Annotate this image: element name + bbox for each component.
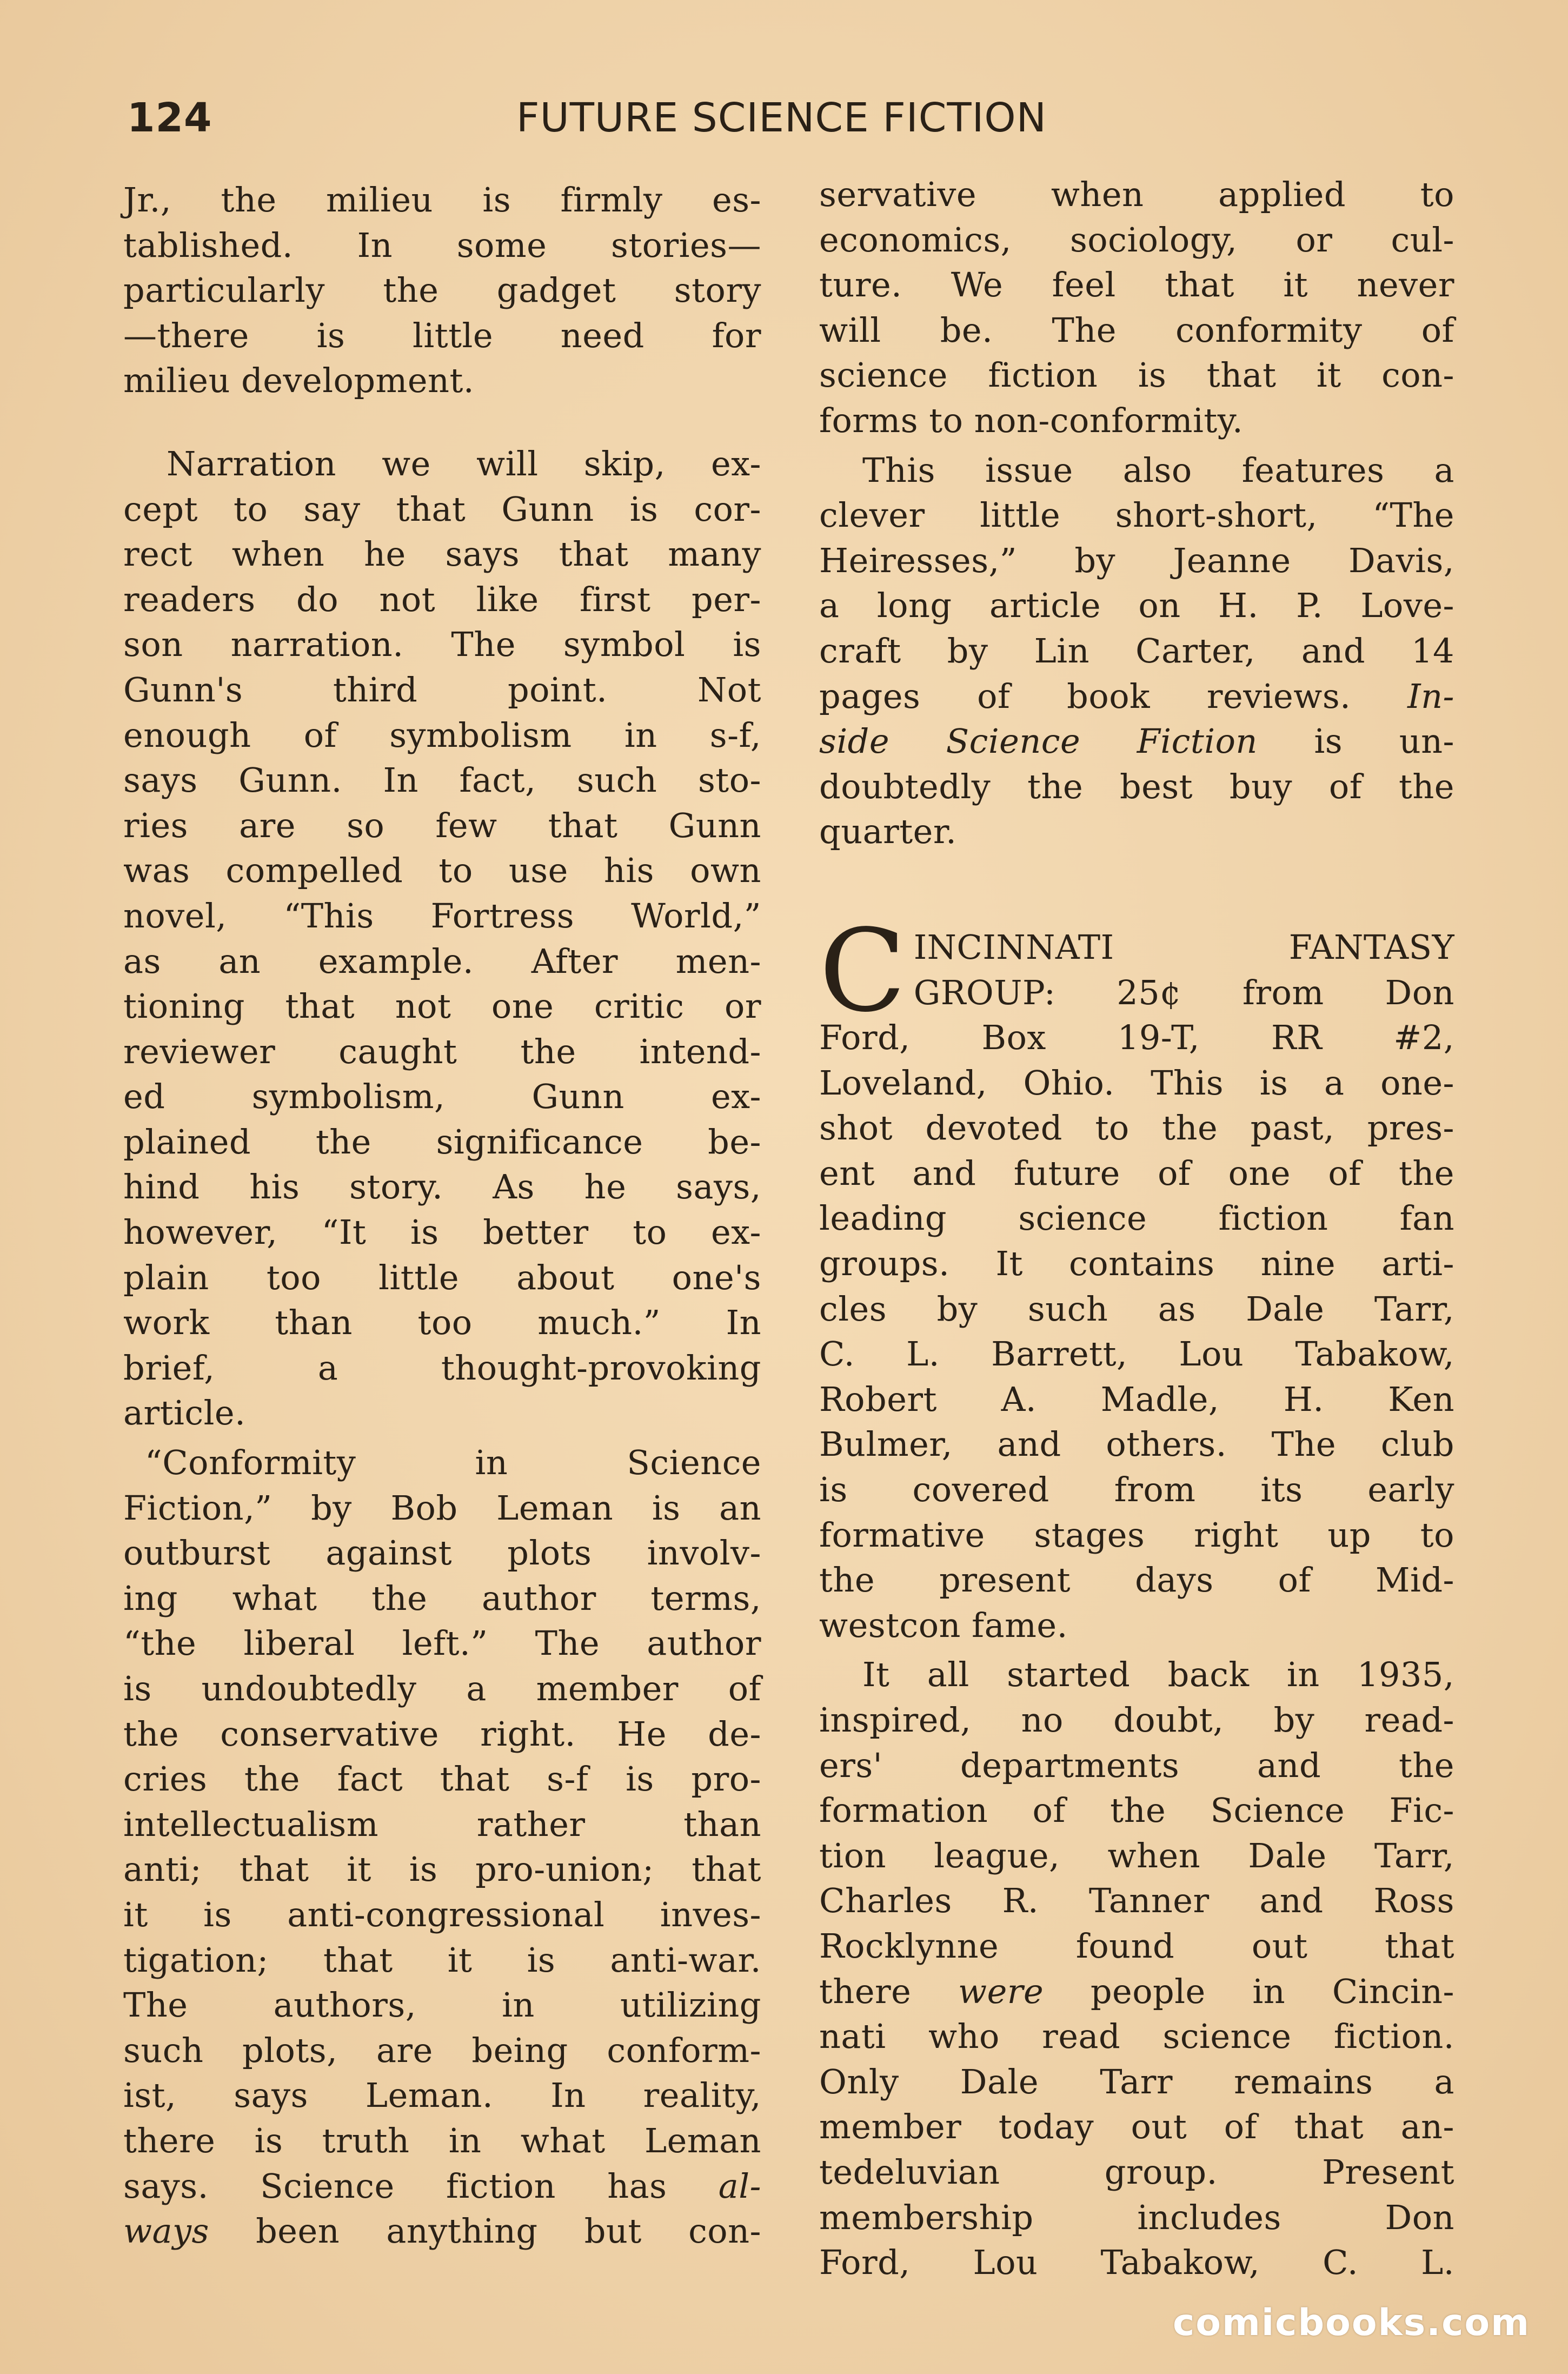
- text-line: outburst against plots involv-: [123, 1533, 761, 1573]
- text-line: doubtedly the best buy of the: [819, 766, 1454, 806]
- text-line: hind his story. As he says,: [123, 1167, 761, 1207]
- text-line: —there is little need for: [123, 315, 761, 355]
- italic-text: ways: [123, 2211, 209, 2251]
- text-line: ent and future of one of the: [819, 1153, 1454, 1193]
- left-p3-line17: [123, 2164, 761, 2209]
- right-p4-first: [819, 1652, 1454, 1697]
- running-head: FUTURE SCIENCE FICTION: [516, 95, 1047, 141]
- page-header: [127, 95, 1452, 154]
- text-line: ers' departments and the: [819, 1745, 1454, 1785]
- text-line: Fiction,” by Bob Leman is an: [123, 1488, 761, 1528]
- text-line: brief, a thought-provoking: [123, 1348, 761, 1388]
- right-p4-body: [819, 1697, 1454, 1969]
- left-p2: [123, 441, 761, 487]
- text-line: will be. The conformity of: [819, 310, 1454, 350]
- text-line: it is anti-congressional inves-: [123, 1894, 761, 1934]
- text-line: leading science fiction fan: [819, 1198, 1454, 1238]
- right-p2-body: [819, 493, 1454, 673]
- left-p1-end: [123, 358, 761, 403]
- text-line: groups. It contains nine arti-: [819, 1244, 1454, 1284]
- italic-text: In-: [1407, 676, 1454, 716]
- right-p4-last: [819, 2240, 1454, 2285]
- text-line: people in Cincin-: [1044, 1971, 1454, 2011]
- drop-cap: C: [819, 904, 906, 1037]
- text-line: westcon fame.: [819, 1605, 1068, 1645]
- text-line: ed symbolism, Gunn ex-: [123, 1077, 761, 1117]
- text-line: particularly the gadget story: [123, 270, 761, 310]
- left-p2-body: [123, 487, 761, 1391]
- text-line: Narration we will skip, ex-: [167, 443, 761, 483]
- right-column: [819, 172, 1454, 2285]
- right-p2-line6: [819, 674, 1454, 719]
- right-p4-body2: [819, 2014, 1454, 2240]
- text-line: C. L. Barrett, Lou Tabakow,: [819, 1334, 1454, 1374]
- page-number: 124: [127, 95, 212, 141]
- text-line: formation of the Science Fic-: [819, 1791, 1454, 1831]
- right-p1-end: [819, 398, 1454, 443]
- text-line: was compelled to use his own: [123, 851, 761, 891]
- text-line: Charles R. Tanner and Ross: [819, 1881, 1454, 1921]
- section-end: [819, 1603, 1454, 1648]
- text-line: ries are so few that Gunn: [123, 805, 761, 845]
- text-line: readers do not like first per-: [123, 579, 761, 619]
- right-p2-line8: [819, 764, 1454, 810]
- text-line: as an example. After men-: [123, 941, 761, 981]
- right-p1: [819, 172, 1454, 398]
- text-line: intellectualism rather than: [123, 1804, 761, 1844]
- right-p4-line8: [819, 1969, 1454, 2014]
- text-line: tedeluvian group. Present: [819, 2152, 1454, 2192]
- text-line: is covered from its early: [819, 1470, 1454, 1510]
- text-line: reviewer caught the intend-: [123, 1031, 761, 1071]
- section-body: [819, 1015, 1454, 1603]
- text-line: science fiction is that it con-: [819, 355, 1454, 395]
- text-line: is undoubtedly a member of: [123, 1669, 761, 1708]
- text-line: plain too little about one's: [123, 1257, 761, 1297]
- left-p1: [123, 177, 761, 358]
- text-line: however, “It is better to ex-: [123, 1212, 761, 1252]
- text-line: article.: [123, 1393, 246, 1433]
- text-line: says. Science fiction has: [123, 2166, 719, 2206]
- italic-text: were: [958, 1971, 1044, 2011]
- text-line: milieu development.: [123, 361, 475, 401]
- text-line: Bulmer, and others. The club: [819, 1424, 1454, 1464]
- text-line: The authors, in utilizing: [123, 1985, 761, 2025]
- text-line: clever little short-short, “The: [819, 495, 1454, 535]
- section-heading-line: [819, 925, 1454, 970]
- left-p3-line18: [123, 2209, 761, 2254]
- text-line: servative when applied to: [819, 175, 1454, 214]
- italic-title: side Science Fiction: [819, 721, 1258, 761]
- text-line: plained the significance be-: [123, 1122, 761, 1162]
- text-line: shot devoted to the past, pres-: [819, 1108, 1454, 1148]
- text-line: member today out of that an-: [819, 2107, 1454, 2147]
- text-line: ing what the author terms,: [123, 1578, 761, 1618]
- text-line: such plots, are being conform-: [123, 2030, 761, 2070]
- text-line: Jr., the milieu is firmly es-: [123, 180, 761, 220]
- left-column: [123, 177, 761, 2254]
- text-line: quarter.: [819, 812, 957, 852]
- text-line: a long article on H. P. Love-: [819, 586, 1454, 626]
- text-line: work than too much.” In: [123, 1303, 761, 1343]
- text-line: novel, “This Fortress World,”: [123, 896, 761, 936]
- text-line: INCINNATI FANTASY: [913, 927, 1454, 967]
- text-line: Only Dale Tarr remains a: [819, 2061, 1454, 2101]
- text-line: Gunn's third point. Not: [123, 669, 761, 709]
- text-line: tablished. In some stories—: [123, 225, 761, 265]
- text-line: tion league, when Dale Tarr,: [819, 1835, 1454, 1875]
- text-line: inspired, no doubt, by read-: [819, 1700, 1454, 1740]
- text-line: ist, says Leman. In reality,: [123, 2075, 761, 2116]
- text-line: been anything but con-: [209, 2211, 761, 2251]
- text-line: GROUP: 25¢ from Don: [913, 972, 1454, 1012]
- text-line: formative stages right up to: [819, 1515, 1454, 1555]
- right-p2-end: [819, 809, 1454, 854]
- left-p2-end: [123, 1390, 761, 1436]
- right-p2-first: [819, 448, 1454, 493]
- text-line: the present days of Mid-: [819, 1560, 1454, 1600]
- text-line: membership includes Don: [819, 2197, 1454, 2237]
- section-cincinnati: [819, 904, 1454, 1648]
- text-line: “the liberal left.” The author: [123, 1623, 761, 1663]
- text-line: This issue also features a: [862, 450, 1454, 490]
- section-line: [819, 970, 1454, 1016]
- site-watermark: comicbooks.com: [1172, 2302, 1530, 2344]
- text-line: the conservative right. He de-: [123, 1714, 761, 1754]
- text-line: forms to non-conformity.: [819, 400, 1244, 440]
- text-line: economics, sociology, or cul-: [819, 220, 1454, 260]
- italic-text: al-: [718, 2166, 761, 2206]
- text-line: tigation; that it is anti-war.: [123, 1940, 761, 1980]
- text-line: son narration. The symbol is: [123, 625, 761, 665]
- text-line: It all started back in 1935,: [862, 1655, 1454, 1695]
- text-line: pages of book reviews.: [819, 676, 1408, 716]
- text-line: says Gunn. In fact, such sto-: [123, 760, 761, 800]
- text-line: anti; that it is pro-union; that: [123, 1849, 761, 1889]
- text-line: Heiresses,” by Jeanne Davis,: [819, 540, 1454, 580]
- text-line: cles by such as Dale Tarr,: [819, 1289, 1454, 1329]
- text-line: there: [819, 1971, 959, 2011]
- text-line: cept to say that Gunn is cor-: [123, 489, 761, 529]
- text-line: is un-: [1257, 721, 1454, 761]
- left-p3-body: [123, 1486, 761, 2164]
- text-line: ture. We feel that it never: [819, 265, 1454, 305]
- text-line: rect when he says that many: [123, 534, 761, 574]
- text-line: cries the fact that s-f is pro-: [123, 1759, 761, 1799]
- right-p2-line7: [819, 719, 1454, 764]
- text-line: Ford, Lou Tabakow, C. L.: [819, 2243, 1454, 2283]
- text-line: Robert A. Madle, H. Ken: [819, 1379, 1454, 1419]
- text-line: Rocklynne found out that: [819, 1926, 1454, 1966]
- left-p3-first: [123, 1440, 761, 1486]
- text-line: craft by Lin Carter, and 14: [819, 631, 1454, 671]
- text-line: Ford, Box 19-T, RR #2,: [819, 1018, 1454, 1058]
- text-line: there is truth in what Leman: [123, 2120, 761, 2160]
- text-line: nati who read science fiction.: [819, 2017, 1454, 2057]
- text-line: Loveland, Ohio. This is a one-: [819, 1063, 1454, 1103]
- text-line: enough of symbolism in s-f,: [123, 715, 761, 755]
- text-line: “Conformity in Science: [145, 1443, 761, 1483]
- text-line: tioning that not one critic or: [123, 986, 761, 1026]
